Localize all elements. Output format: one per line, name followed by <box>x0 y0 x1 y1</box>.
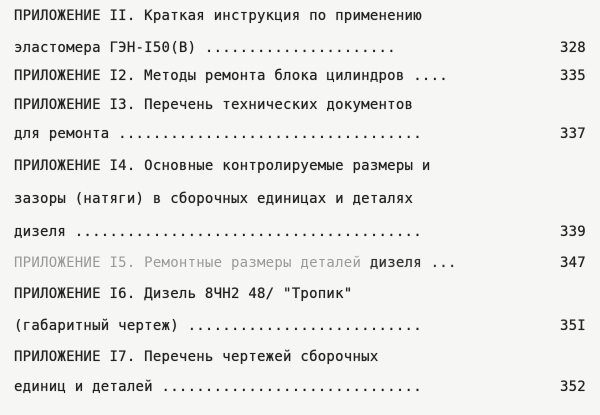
toc-line <box>14 345 586 369</box>
toc-entry-text-tail: дизеля ... <box>361 255 457 271</box>
toc-entry-text: ПРИЛОЖЕНИЕ II. Краткая инструкция по применению <box>14 8 422 24</box>
toc-line <box>14 187 586 211</box>
toc-line <box>14 154 586 178</box>
toc-line <box>14 220 586 244</box>
toc-line <box>14 4 586 28</box>
toc-entry-text-faded: ПРИЛОЖЕНИЕ I5. Ремонтные размеры деталей <box>14 255 362 271</box>
toc-line <box>14 314 586 338</box>
toc-entry-text: для ремонта ................................... <box>14 126 422 142</box>
toc-line <box>14 93 586 117</box>
toc-entry-text: дизеля ........................................ <box>14 224 422 240</box>
toc-line <box>14 282 586 306</box>
toc-entry-text: зазоры (натяги) в сборочных единицах и деталях <box>14 191 414 207</box>
toc-entry-text: ПРИЛОЖЕНИЕ I2. Методы ремонта блока цилиндров .... <box>14 68 448 84</box>
toc-entry-text: ПРИЛОЖЕНИЕ I6. Дизель 8ЧН2 48/ "Тропик" <box>14 286 353 302</box>
toc-entry-text: единиц и деталей .............................. <box>14 379 422 395</box>
toc-page-number: 35I <box>552 314 586 338</box>
toc-page-number: 335 <box>552 64 586 88</box>
toc-entry-text: эластомера ГЭН-I50(В) ...................... <box>14 40 396 56</box>
toc-line <box>14 122 586 146</box>
toc-page-number: 352 <box>552 375 586 399</box>
toc-entry-text: ПРИЛОЖЕНИЕ I4. Основные контролируемые размеры и <box>14 158 431 174</box>
toc-page-number: 347 <box>552 251 586 275</box>
toc-page-number: 328 <box>552 36 586 60</box>
toc-entry-text: ПРИЛОЖЕНИЕ I7. Перечень чертежей сборочных <box>14 349 379 365</box>
toc-page-number: 339 <box>552 220 586 244</box>
toc-line <box>14 36 586 60</box>
toc-page-number: 337 <box>552 122 586 146</box>
toc-entry-text: ПРИЛОЖЕНИЕ I3. Перечень технических документов <box>14 97 414 113</box>
toc-line-faded <box>14 251 586 275</box>
toc-entry-text: (габаритный чертеж) ........................... <box>14 318 422 334</box>
toc-line <box>14 64 586 88</box>
toc-line <box>14 375 586 399</box>
